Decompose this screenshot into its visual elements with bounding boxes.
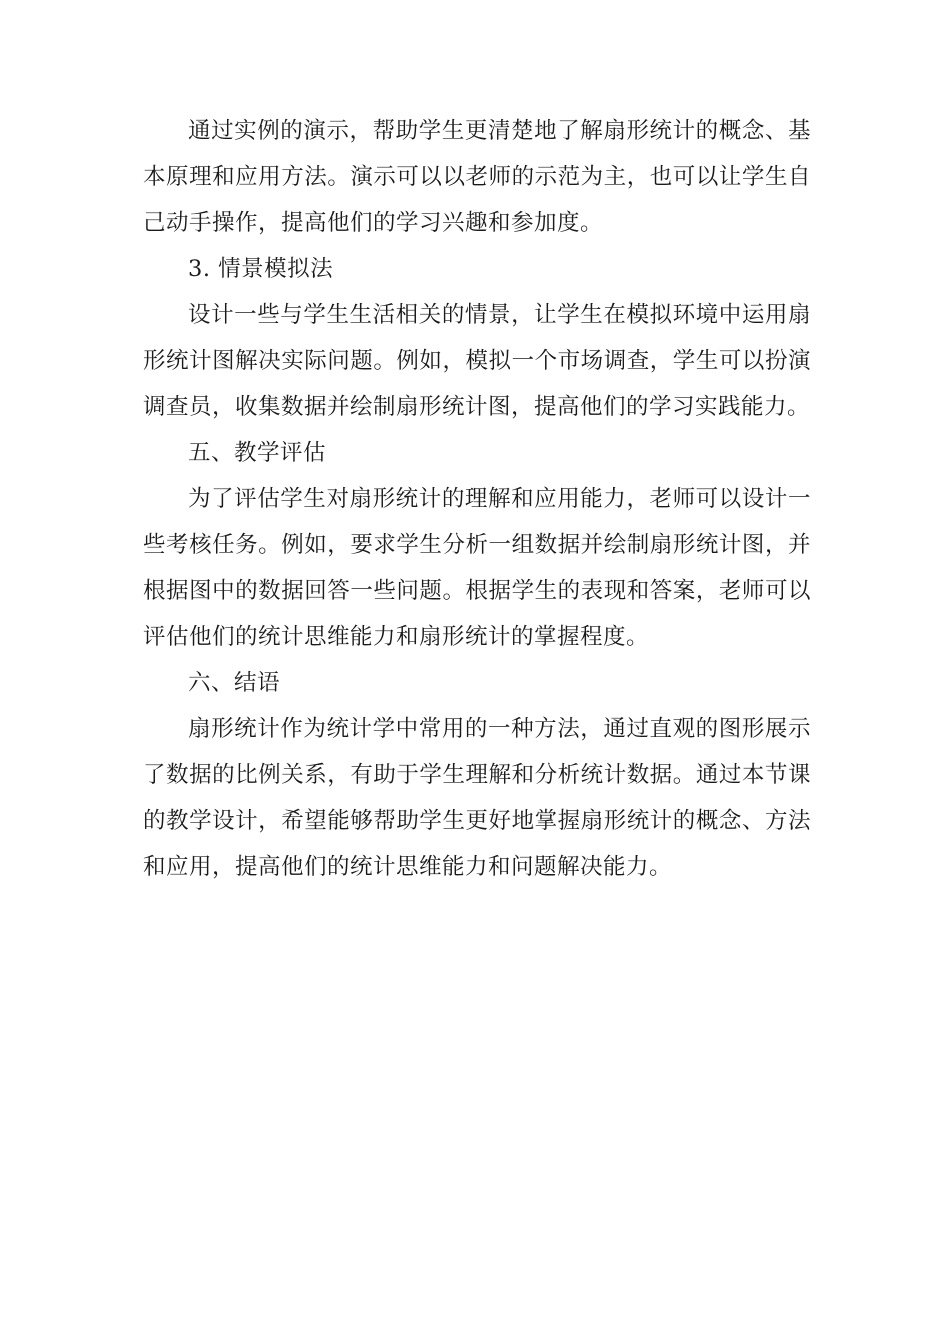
document-body [143, 108, 811, 890]
heading-scenario-simulation: 3. 情景模拟法 [188, 256, 334, 282]
heading-conclusion: 六、结语 [188, 670, 281, 696]
paragraph-teaching-evaluation: 为了评估学生对扇形统计的理解和应用能力，老师可以设计一些考核任务。例如，要求学生分析一组数据并绘制扇形统计图，并根据图中的数据回答一些问题。根据学生的表现和答案，老师可以评估他们的统计思维能力和扇形统计的掌握程度。 [143, 486, 811, 650]
paragraph-scenario-simulation: 设计一些与学生生活相关的情景，让学生在模拟环境中运用扇形统计图解决实际问题。例如，模拟一个市场调查，学生可以扮演调查员，收集数据并绘制扇形统计图，提高他们的学习实践能力。 [143, 302, 811, 420]
paragraph-conclusion: 扇形统计作为统计学中常用的一种方法，通过直观的图形展示了数据的比例关系，有助于学生理解和分析统计数据。通过本节课的教学设计，希望能够帮助学生更好地掌握扇形统计的概念、方法和应用，提高他们的统计思维能力和问题解决能力。 [143, 716, 811, 880]
paragraph-demonstration: 通过实例的演示，帮助学生更清楚地了解扇形统计的概念、基本原理和应用方法。演示可以以老师的示范为主，也可以让学生自己动手操作，提高他们的学习兴趣和参加度。 [143, 118, 811, 236]
heading-teaching-evaluation: 五、教学评估 [188, 440, 327, 466]
